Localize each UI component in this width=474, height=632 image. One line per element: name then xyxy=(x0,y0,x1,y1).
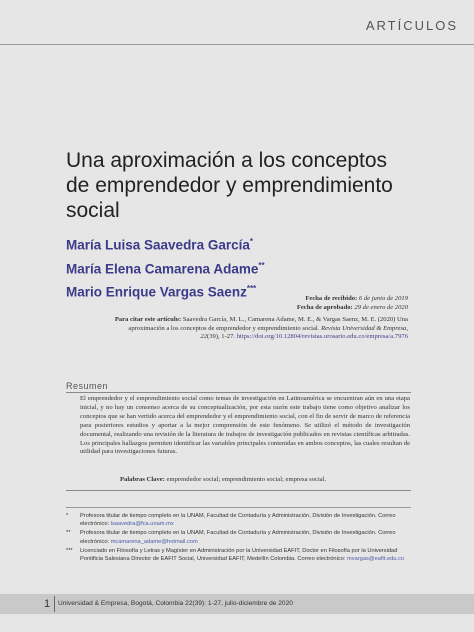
approved-label: Fecha de aprobado: xyxy=(296,303,353,311)
footnote xyxy=(66,547,416,563)
author-2 xyxy=(66,256,446,280)
page-number: 1 xyxy=(44,598,51,610)
citation xyxy=(108,316,408,342)
keywords xyxy=(120,475,410,484)
email-link[interactable]: lsaavedra@fca.unam.mx xyxy=(110,521,174,528)
footnote xyxy=(66,512,416,528)
citation-issue: (39), 1-27. xyxy=(207,333,236,340)
footnote-text: Profesora titular de tiempo completo en la UNAM, Facultad de Contaduría y Administración, División de Investigación. Correo electrónico: xyxy=(80,530,396,545)
author-footnote-mark: * xyxy=(249,237,253,246)
author-name: Mario Enrique Vargas Saenz xyxy=(66,284,247,300)
page-footer xyxy=(0,594,474,614)
journal-reference: Universidad & Empresa, Bogotá, Colombia 22(39): 1-27, julio-diciembre de 2020 xyxy=(58,600,293,607)
footnote-body xyxy=(80,512,416,528)
footnote-body xyxy=(80,529,416,545)
author-footnote-mark: ** xyxy=(258,260,265,270)
approved-value: 29 de enero de 2020 xyxy=(354,303,408,311)
abstract-heading: Resumen xyxy=(66,381,109,391)
approved-date xyxy=(108,304,408,313)
footnote-mark: * xyxy=(66,513,69,519)
footnote-text: Profesora titular de tiempo completo en la UNAM, Facultad de Contaduría y Administración, División de Investigación. Correo electrónico: xyxy=(80,513,396,528)
footnote xyxy=(66,529,416,545)
abstract-divider-bottom xyxy=(66,490,411,491)
footnote-mark: *** xyxy=(66,547,73,554)
citation-label: Para citar este artículo: xyxy=(114,316,182,323)
footnote-mark: ** xyxy=(66,530,71,537)
keywords-value: emprendedor social; emprendimiento social; empresa social. xyxy=(166,476,327,483)
article-title: Una aproximación a los conceptos de emprendedor y emprendimiento social xyxy=(66,149,393,222)
author-name: María Luisa Saavedra García xyxy=(66,237,250,253)
author-list xyxy=(66,232,446,303)
footer-divider xyxy=(54,596,55,612)
citation-text: Saavedra García, M. L., Camarena Adame, M. E., & Vargas Saenz, M. E. (2020) Una aproximación a los conceptos de emprendedor y emprendimiento social. xyxy=(128,316,408,332)
footnotes xyxy=(66,512,416,564)
email-link[interactable]: mcamarena_adame@hotmail.com xyxy=(110,538,198,545)
keywords-label: Palabras Clave: xyxy=(120,476,165,483)
email-link[interactable]: mvargas@eafit.edu.co xyxy=(347,556,405,563)
footnote-body xyxy=(80,547,416,563)
footnote-divider xyxy=(66,507,411,508)
received-label: Fecha de recibido: xyxy=(305,295,358,302)
abstract-text: El emprendedor y el emprendimiento social como temas de investigación en Latinoamérica se encuentran aún en una etapa inicial, y no hay un consenso acerca de su conceptualización, por esta razón este trabajo tiene como objetivo analizar los conceptos que se han vertido acerca del emprendedor y el emprendimiento social, con el fin de servir de marco de referencia para posteriores estudios y aportar a la mejor comprensión de este fenómeno. Se utilizó el método de investigación documental, realizando una revisión de la literatura de trabajos de investigación publicados en revistas científicas arbitradas. Los principales hallazgos permiten identificar las variables principales contenidas en ambos conceptos, las cuales resultan de utilidad para investigaciones futuras. xyxy=(80,395,410,456)
header-divider xyxy=(0,44,474,45)
author-name: María Elena Camarena Adame xyxy=(66,261,259,276)
section-label: ARTÍCULOS xyxy=(365,18,458,33)
citation-journal: Revista Universidad & Empresa, 22 xyxy=(200,324,408,340)
received-value: 6 de junio de 2019 xyxy=(358,295,408,302)
doi-link[interactable]: https://doi.org/10.12804/revistas.urosario.edu.co/empresa/a.7976 xyxy=(236,333,408,340)
author-footnote-mark: *** xyxy=(246,284,257,293)
author-1 xyxy=(66,232,446,256)
received-date xyxy=(108,295,408,304)
article-dates xyxy=(108,295,408,342)
abstract-divider-top xyxy=(66,392,411,393)
footnote-text: Licenciado en Filosofía y Letras y Magíster en Administración por la Universidad EAFIT, Doctor en Filosofía por la Universidad Pontificia Salesiana Director de EAFIT Social, Universidad EAFIT, Medellín Colombia. Correo electrónico: xyxy=(80,547,398,563)
